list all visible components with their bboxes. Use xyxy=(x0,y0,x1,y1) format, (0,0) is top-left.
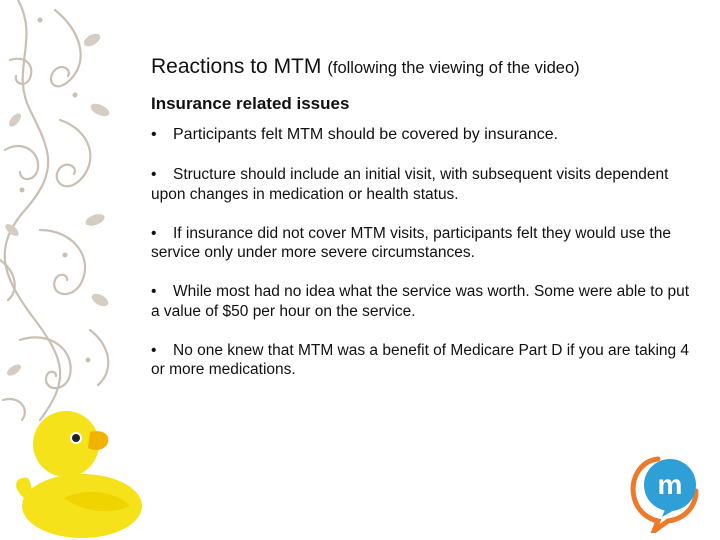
bullet-text: No one knew that MTM was a benefit of Medicare Part D if you are taking 4 or more medications. xyxy=(151,341,690,378)
bullet-item xyxy=(151,282,691,321)
bullet-list xyxy=(151,165,691,399)
logo-icon xyxy=(628,453,700,533)
bullet-dot: • xyxy=(151,224,157,242)
logo-letter: m xyxy=(657,469,683,500)
bullet-item xyxy=(151,126,558,144)
bullet-text: While most had no idea what the service was worth. Some were able to put a value of $50 per hour on the service. xyxy=(151,283,690,320)
rubber-duck-icon xyxy=(4,398,144,540)
slide-title xyxy=(151,55,580,79)
bullet-dot: • xyxy=(151,126,157,143)
title-subtitle: (following the viewing of the video) xyxy=(327,59,580,77)
bullet-item xyxy=(151,165,691,204)
bullet-text: Participants felt MTM should be covered by insurance. xyxy=(173,126,559,143)
section-heading: Insurance related issues xyxy=(151,94,350,113)
bullet-dot: • xyxy=(151,166,157,183)
title-main: Reactions to MTM xyxy=(151,55,322,78)
bullet-item xyxy=(151,224,691,263)
bullet-dot: • xyxy=(151,341,157,359)
bullet-text: Structure should include an initial visit, with subsequent visits dependent upon changes in medication or health status. xyxy=(151,166,669,203)
bullet-item xyxy=(151,341,691,380)
bullet-dot: • xyxy=(151,283,157,300)
bullet-text: If insurance did not cover MTM visits, participants felt they would use the service only under more severe circumstances. xyxy=(151,224,671,261)
